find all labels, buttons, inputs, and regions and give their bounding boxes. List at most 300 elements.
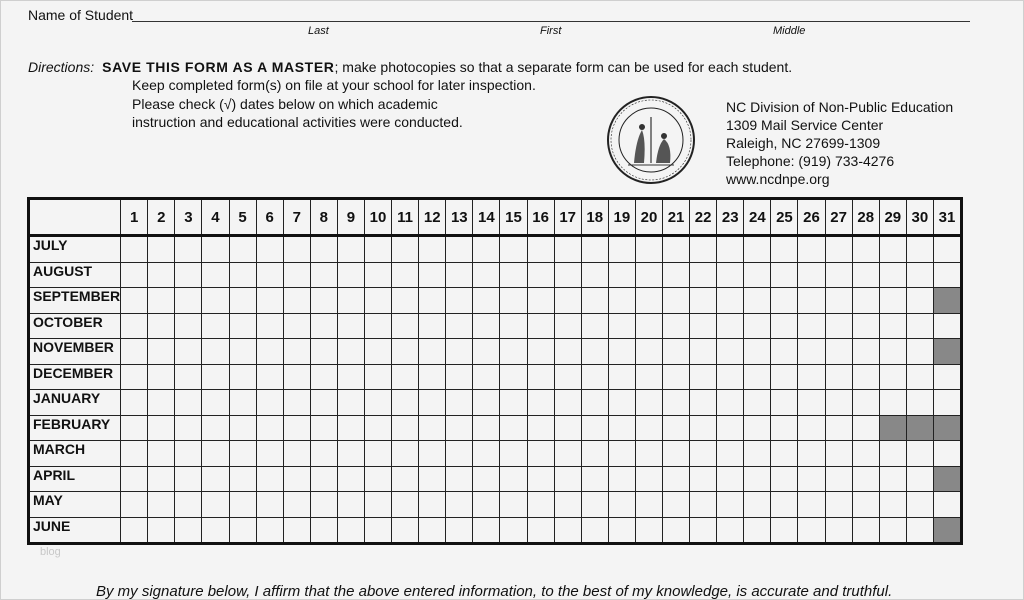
day-check-cell[interactable]: [500, 313, 527, 339]
day-check-cell[interactable]: [879, 313, 906, 339]
student-name-field[interactable]: [132, 21, 970, 22]
day-check-cell[interactable]: [446, 313, 473, 339]
day-check-cell[interactable]: [527, 390, 554, 416]
day-check-cell[interactable]: [500, 415, 527, 441]
day-check-cell[interactable]: [419, 339, 446, 365]
day-check-cell[interactable]: [202, 313, 229, 339]
day-check-cell[interactable]: [744, 288, 771, 314]
day-check-cell[interactable]: [717, 288, 744, 314]
day-check-cell[interactable]: [446, 415, 473, 441]
day-check-cell[interactable]: [744, 517, 771, 544]
day-check-cell[interactable]: [337, 441, 364, 467]
day-check-cell[interactable]: [879, 466, 906, 492]
day-check-cell[interactable]: [744, 236, 771, 263]
day-check-cell[interactable]: [608, 492, 635, 518]
day-check-cell[interactable]: [337, 313, 364, 339]
day-check-cell[interactable]: [933, 441, 961, 467]
day-check-cell[interactable]: [392, 415, 419, 441]
day-check-cell[interactable]: [310, 364, 337, 390]
day-check-cell[interactable]: [635, 236, 662, 263]
day-check-cell[interactable]: [852, 466, 879, 492]
day-check-cell[interactable]: [256, 390, 283, 416]
day-check-cell[interactable]: [392, 364, 419, 390]
day-check-cell[interactable]: [608, 262, 635, 288]
day-check-cell[interactable]: [554, 492, 581, 518]
day-check-cell[interactable]: [148, 313, 175, 339]
day-check-cell[interactable]: [635, 364, 662, 390]
day-check-cell[interactable]: [121, 492, 148, 518]
day-check-cell[interactable]: [500, 517, 527, 544]
day-check-cell[interactable]: [392, 517, 419, 544]
day-check-cell[interactable]: [717, 517, 744, 544]
day-check-cell[interactable]: [635, 441, 662, 467]
day-check-cell[interactable]: [771, 364, 798, 390]
day-check-cell[interactable]: [825, 339, 852, 365]
day-check-cell[interactable]: [121, 517, 148, 544]
day-check-cell[interactable]: [852, 390, 879, 416]
day-check-cell[interactable]: [121, 415, 148, 441]
day-check-cell[interactable]: [581, 364, 608, 390]
day-check-cell[interactable]: [148, 390, 175, 416]
day-check-cell[interactable]: [364, 364, 391, 390]
day-check-cell[interactable]: [148, 236, 175, 263]
day-check-cell[interactable]: [527, 288, 554, 314]
day-check-cell[interactable]: [608, 415, 635, 441]
day-check-cell[interactable]: [446, 517, 473, 544]
day-check-cell[interactable]: [229, 492, 256, 518]
day-check-cell[interactable]: [256, 415, 283, 441]
day-check-cell[interactable]: [744, 390, 771, 416]
day-check-cell[interactable]: [771, 466, 798, 492]
day-check-cell[interactable]: [121, 313, 148, 339]
day-check-cell[interactable]: [256, 364, 283, 390]
day-check-cell[interactable]: [337, 466, 364, 492]
day-check-cell[interactable]: [717, 466, 744, 492]
day-check-cell[interactable]: [663, 339, 690, 365]
day-check-cell[interactable]: [744, 313, 771, 339]
day-check-cell[interactable]: [310, 441, 337, 467]
day-check-cell[interactable]: [446, 492, 473, 518]
day-check-cell[interactable]: [852, 492, 879, 518]
day-check-cell[interactable]: [419, 441, 446, 467]
day-check-cell[interactable]: [364, 492, 391, 518]
day-check-cell[interactable]: [554, 339, 581, 365]
day-check-cell[interactable]: [717, 441, 744, 467]
day-check-cell[interactable]: [744, 262, 771, 288]
day-check-cell[interactable]: [608, 517, 635, 544]
day-check-cell[interactable]: [933, 313, 961, 339]
day-check-cell[interactable]: [771, 288, 798, 314]
day-check-cell[interactable]: [310, 466, 337, 492]
day-check-cell[interactable]: [527, 236, 554, 263]
day-check-cell[interactable]: [527, 441, 554, 467]
day-check-cell[interactable]: [229, 288, 256, 314]
day-check-cell[interactable]: [256, 466, 283, 492]
day-check-cell[interactable]: [906, 492, 933, 518]
day-check-cell[interactable]: [392, 492, 419, 518]
day-check-cell[interactable]: [798, 492, 825, 518]
day-check-cell[interactable]: [690, 364, 717, 390]
day-check-cell[interactable]: [283, 492, 310, 518]
day-check-cell[interactable]: [906, 339, 933, 365]
day-check-cell[interactable]: [310, 313, 337, 339]
day-check-cell[interactable]: [798, 441, 825, 467]
day-check-cell[interactable]: [852, 364, 879, 390]
day-check-cell[interactable]: [581, 415, 608, 441]
day-check-cell[interactable]: [500, 364, 527, 390]
day-check-cell[interactable]: [798, 313, 825, 339]
day-check-cell[interactable]: [473, 262, 500, 288]
day-check-cell[interactable]: [690, 262, 717, 288]
day-check-cell[interactable]: [121, 288, 148, 314]
day-check-cell[interactable]: [825, 415, 852, 441]
day-check-cell[interactable]: [337, 517, 364, 544]
day-check-cell[interactable]: [554, 466, 581, 492]
day-check-cell[interactable]: [852, 415, 879, 441]
day-check-cell[interactable]: [825, 262, 852, 288]
day-check-cell[interactable]: [419, 415, 446, 441]
day-check-cell[interactable]: [148, 288, 175, 314]
day-check-cell[interactable]: [933, 364, 961, 390]
day-check-cell[interactable]: [364, 236, 391, 263]
day-check-cell[interactable]: [121, 339, 148, 365]
day-check-cell[interactable]: [202, 364, 229, 390]
day-check-cell[interactable]: [527, 466, 554, 492]
day-check-cell[interactable]: [202, 517, 229, 544]
day-check-cell[interactable]: [690, 492, 717, 518]
day-check-cell[interactable]: [337, 236, 364, 263]
day-check-cell[interactable]: [392, 236, 419, 263]
day-check-cell[interactable]: [337, 339, 364, 365]
day-check-cell[interactable]: [446, 339, 473, 365]
day-check-cell[interactable]: [175, 339, 202, 365]
day-check-cell[interactable]: [554, 262, 581, 288]
day-check-cell[interactable]: [121, 364, 148, 390]
day-check-cell[interactable]: [256, 441, 283, 467]
day-check-cell[interactable]: [283, 236, 310, 263]
day-check-cell[interactable]: [175, 313, 202, 339]
day-check-cell[interactable]: [690, 288, 717, 314]
day-check-cell[interactable]: [717, 364, 744, 390]
day-check-cell[interactable]: [446, 390, 473, 416]
day-check-cell[interactable]: [283, 288, 310, 314]
day-check-cell[interactable]: [608, 339, 635, 365]
day-check-cell[interactable]: [608, 390, 635, 416]
day-check-cell[interactable]: [229, 339, 256, 365]
day-check-cell[interactable]: [581, 313, 608, 339]
day-check-cell[interactable]: [554, 517, 581, 544]
day-check-cell[interactable]: [283, 339, 310, 365]
day-check-cell[interactable]: [852, 236, 879, 263]
day-check-cell[interactable]: [798, 390, 825, 416]
day-check-cell[interactable]: [663, 415, 690, 441]
day-check-cell[interactable]: [798, 517, 825, 544]
day-check-cell[interactable]: [852, 288, 879, 314]
day-check-cell[interactable]: [690, 313, 717, 339]
day-check-cell[interactable]: [825, 517, 852, 544]
day-check-cell[interactable]: [635, 313, 662, 339]
day-check-cell[interactable]: [771, 517, 798, 544]
day-check-cell[interactable]: [446, 441, 473, 467]
day-check-cell[interactable]: [256, 517, 283, 544]
day-check-cell[interactable]: [337, 492, 364, 518]
day-check-cell[interactable]: [527, 517, 554, 544]
day-check-cell[interactable]: [202, 262, 229, 288]
day-check-cell[interactable]: [419, 364, 446, 390]
day-check-cell[interactable]: [635, 288, 662, 314]
day-check-cell[interactable]: [690, 415, 717, 441]
day-check-cell[interactable]: [527, 364, 554, 390]
day-check-cell[interactable]: [798, 364, 825, 390]
day-check-cell[interactable]: [175, 288, 202, 314]
day-check-cell[interactable]: [256, 262, 283, 288]
day-check-cell[interactable]: [121, 236, 148, 263]
day-check-cell[interactable]: [256, 236, 283, 263]
day-check-cell[interactable]: [879, 288, 906, 314]
day-check-cell[interactable]: [608, 288, 635, 314]
day-check-cell[interactable]: [717, 339, 744, 365]
day-check-cell[interactable]: [310, 262, 337, 288]
day-check-cell[interactable]: [933, 492, 961, 518]
day-check-cell[interactable]: [527, 339, 554, 365]
day-check-cell[interactable]: [906, 364, 933, 390]
day-check-cell[interactable]: [337, 262, 364, 288]
day-check-cell[interactable]: [744, 415, 771, 441]
day-check-cell[interactable]: [798, 288, 825, 314]
day-check-cell[interactable]: [554, 415, 581, 441]
day-check-cell[interactable]: [690, 441, 717, 467]
day-check-cell[interactable]: [473, 236, 500, 263]
day-check-cell[interactable]: [717, 313, 744, 339]
day-check-cell[interactable]: [663, 492, 690, 518]
day-check-cell[interactable]: [310, 339, 337, 365]
day-check-cell[interactable]: [202, 236, 229, 263]
day-check-cell[interactable]: [148, 262, 175, 288]
day-check-cell[interactable]: [581, 288, 608, 314]
day-check-cell[interactable]: [798, 339, 825, 365]
day-check-cell[interactable]: [473, 492, 500, 518]
day-check-cell[interactable]: [121, 390, 148, 416]
day-check-cell[interactable]: [771, 262, 798, 288]
day-check-cell[interactable]: [256, 339, 283, 365]
day-check-cell[interactable]: [798, 262, 825, 288]
day-check-cell[interactable]: [635, 339, 662, 365]
day-check-cell[interactable]: [581, 517, 608, 544]
day-check-cell[interactable]: [852, 262, 879, 288]
day-check-cell[interactable]: [771, 339, 798, 365]
day-check-cell[interactable]: [906, 262, 933, 288]
day-check-cell[interactable]: [229, 390, 256, 416]
day-check-cell[interactable]: [825, 288, 852, 314]
day-check-cell[interactable]: [419, 517, 446, 544]
day-check-cell[interactable]: [554, 390, 581, 416]
day-check-cell[interactable]: [717, 262, 744, 288]
day-check-cell[interactable]: [229, 517, 256, 544]
day-check-cell[interactable]: [364, 390, 391, 416]
day-check-cell[interactable]: [229, 364, 256, 390]
day-check-cell[interactable]: [879, 517, 906, 544]
day-check-cell[interactable]: [879, 339, 906, 365]
day-check-cell[interactable]: [879, 441, 906, 467]
day-check-cell[interactable]: [933, 390, 961, 416]
day-check-cell[interactable]: [419, 492, 446, 518]
day-check-cell[interactable]: [690, 517, 717, 544]
day-check-cell[interactable]: [446, 466, 473, 492]
day-check-cell[interactable]: [906, 466, 933, 492]
day-check-cell[interactable]: [798, 236, 825, 263]
day-check-cell[interactable]: [744, 492, 771, 518]
day-check-cell[interactable]: [906, 517, 933, 544]
day-check-cell[interactable]: [906, 313, 933, 339]
day-check-cell[interactable]: [148, 441, 175, 467]
day-check-cell[interactable]: [202, 492, 229, 518]
day-check-cell[interactable]: [364, 313, 391, 339]
day-check-cell[interactable]: [283, 415, 310, 441]
day-check-cell[interactable]: [446, 364, 473, 390]
day-check-cell[interactable]: [663, 288, 690, 314]
day-check-cell[interactable]: [771, 441, 798, 467]
day-check-cell[interactable]: [337, 364, 364, 390]
day-check-cell[interactable]: [364, 339, 391, 365]
day-check-cell[interactable]: [663, 364, 690, 390]
day-check-cell[interactable]: [635, 492, 662, 518]
day-check-cell[interactable]: [283, 262, 310, 288]
day-check-cell[interactable]: [825, 466, 852, 492]
day-check-cell[interactable]: [175, 236, 202, 263]
day-check-cell[interactable]: [608, 236, 635, 263]
day-check-cell[interactable]: [392, 339, 419, 365]
day-check-cell[interactable]: [446, 288, 473, 314]
day-check-cell[interactable]: [879, 262, 906, 288]
day-check-cell[interactable]: [717, 236, 744, 263]
day-check-cell[interactable]: [121, 262, 148, 288]
day-check-cell[interactable]: [500, 262, 527, 288]
day-check-cell[interactable]: [364, 415, 391, 441]
day-check-cell[interactable]: [690, 236, 717, 263]
day-check-cell[interactable]: [202, 466, 229, 492]
day-check-cell[interactable]: [771, 236, 798, 263]
day-check-cell[interactable]: [933, 262, 961, 288]
day-check-cell[interactable]: [121, 441, 148, 467]
day-check-cell[interactable]: [635, 415, 662, 441]
day-check-cell[interactable]: [202, 288, 229, 314]
day-check-cell[interactable]: [879, 364, 906, 390]
day-check-cell[interactable]: [744, 364, 771, 390]
day-check-cell[interactable]: [554, 288, 581, 314]
day-check-cell[interactable]: [906, 288, 933, 314]
day-check-cell[interactable]: [798, 466, 825, 492]
day-check-cell[interactable]: [473, 415, 500, 441]
day-check-cell[interactable]: [337, 288, 364, 314]
day-check-cell[interactable]: [310, 390, 337, 416]
day-check-cell[interactable]: [581, 236, 608, 263]
day-check-cell[interactable]: [933, 236, 961, 263]
day-check-cell[interactable]: [364, 517, 391, 544]
day-check-cell[interactable]: [852, 517, 879, 544]
day-check-cell[interactable]: [663, 517, 690, 544]
day-check-cell[interactable]: [392, 313, 419, 339]
day-check-cell[interactable]: [608, 441, 635, 467]
day-check-cell[interactable]: [175, 262, 202, 288]
day-check-cell[interactable]: [473, 441, 500, 467]
day-check-cell[interactable]: [581, 390, 608, 416]
day-check-cell[interactable]: [554, 236, 581, 263]
day-check-cell[interactable]: [663, 466, 690, 492]
day-check-cell[interactable]: [690, 339, 717, 365]
day-check-cell[interactable]: [148, 517, 175, 544]
day-check-cell[interactable]: [825, 313, 852, 339]
day-check-cell[interactable]: [635, 517, 662, 544]
day-check-cell[interactable]: [175, 364, 202, 390]
day-check-cell[interactable]: [256, 492, 283, 518]
day-check-cell[interactable]: [175, 466, 202, 492]
day-check-cell[interactable]: [446, 236, 473, 263]
day-check-cell[interactable]: [229, 262, 256, 288]
day-check-cell[interactable]: [825, 364, 852, 390]
day-check-cell[interactable]: [744, 466, 771, 492]
day-check-cell[interactable]: [175, 390, 202, 416]
day-check-cell[interactable]: [798, 415, 825, 441]
day-check-cell[interactable]: [148, 415, 175, 441]
day-check-cell[interactable]: [310, 288, 337, 314]
day-check-cell[interactable]: [446, 262, 473, 288]
day-check-cell[interactable]: [283, 466, 310, 492]
day-check-cell[interactable]: [554, 441, 581, 467]
day-check-cell[interactable]: [852, 339, 879, 365]
day-check-cell[interactable]: [744, 441, 771, 467]
day-check-cell[interactable]: [229, 313, 256, 339]
day-check-cell[interactable]: [473, 339, 500, 365]
day-check-cell[interactable]: [473, 517, 500, 544]
day-check-cell[interactable]: [500, 339, 527, 365]
day-check-cell[interactable]: [419, 236, 446, 263]
day-check-cell[interactable]: [717, 390, 744, 416]
day-check-cell[interactable]: [473, 288, 500, 314]
day-check-cell[interactable]: [229, 466, 256, 492]
day-check-cell[interactable]: [310, 492, 337, 518]
day-check-cell[interactable]: [825, 492, 852, 518]
day-check-cell[interactable]: [392, 441, 419, 467]
day-check-cell[interactable]: [392, 390, 419, 416]
day-check-cell[interactable]: [527, 262, 554, 288]
day-check-cell[interactable]: [635, 466, 662, 492]
day-check-cell[interactable]: [663, 390, 690, 416]
day-check-cell[interactable]: [175, 441, 202, 467]
day-check-cell[interactable]: [148, 466, 175, 492]
day-check-cell[interactable]: [419, 466, 446, 492]
day-check-cell[interactable]: [663, 313, 690, 339]
day-check-cell[interactable]: [256, 288, 283, 314]
day-check-cell[interactable]: [175, 517, 202, 544]
day-check-cell[interactable]: [473, 390, 500, 416]
day-check-cell[interactable]: [392, 262, 419, 288]
day-check-cell[interactable]: [879, 390, 906, 416]
day-check-cell[interactable]: [310, 236, 337, 263]
day-check-cell[interactable]: [744, 339, 771, 365]
day-check-cell[interactable]: [906, 390, 933, 416]
day-check-cell[interactable]: [283, 441, 310, 467]
day-check-cell[interactable]: [229, 441, 256, 467]
day-check-cell[interactable]: [663, 262, 690, 288]
day-check-cell[interactable]: [663, 236, 690, 263]
day-check-cell[interactable]: [229, 236, 256, 263]
day-check-cell[interactable]: [690, 390, 717, 416]
day-check-cell[interactable]: [202, 415, 229, 441]
day-check-cell[interactable]: [581, 441, 608, 467]
day-check-cell[interactable]: [608, 364, 635, 390]
day-check-cell[interactable]: [906, 236, 933, 263]
day-check-cell[interactable]: [202, 441, 229, 467]
